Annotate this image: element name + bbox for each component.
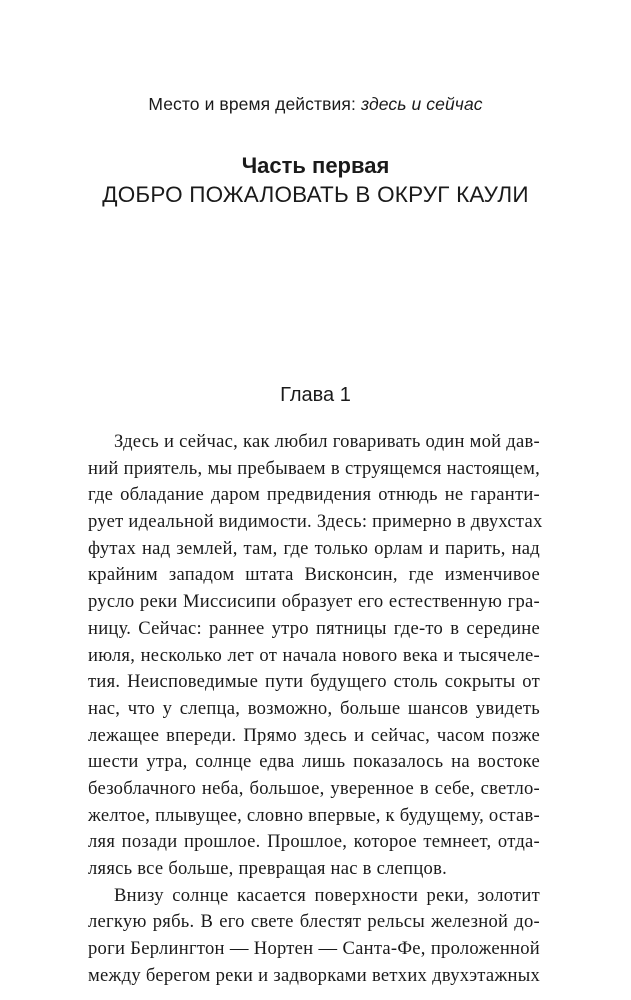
text-line: русло реки Миссисипи образует его естественную гра- [88,591,540,613]
epigraph-prefix: Место и время действия: [148,94,361,114]
text-line: легкую рябь. В его свете блестят рельсы железной до- [88,911,540,933]
part-subtitle: ДОБРО ПОЖАЛОВАТЬ В ОКРУГ КАУЛИ [102,182,529,207]
text-line: ницу. Сейчас: раннее утро пятницы где-то в середине [88,617,540,639]
epigraph-emphasis: здесь и сейчас [360,94,483,114]
text-line: между берегом реки и задворками ветхих двухэтажных [88,964,540,986]
text-line: ляясь все больше, превращая нас в слепцов. [88,858,447,879]
chapter-title: Глава 1 [280,384,351,406]
epigraph [0,94,631,115]
part-title: Часть первая [241,153,390,178]
text-line: где обладание даром предвидения отнюдь не гаранти- [88,484,540,506]
text-line: нас, что у слепца, возможно, больше шансов увидеть [88,697,540,719]
text-line: роги Берлингтон — Нортен — Санта-Фе, проложенной [88,938,540,960]
text-line: тия. Неисповедимые пути будущего столь сокрыты от [88,671,540,693]
chapter-body [88,429,543,989]
text-line: ляя позади прошлое. Прошлое, которое темнеет, отда- [88,831,540,853]
text-line: безоблачного неба, большое, уверенное в себе, светло- [88,777,540,799]
text-line: рует идеальной видимости. Здесь: примерно в двухстах [88,511,543,533]
text-line: желтое, плывущее, словно впервые, к будущему, остав- [88,804,540,826]
text-line: лежащее впереди. Прямо здесь и сейчас, часом позже [88,724,540,746]
text-line: июля, несколько лет от начала нового века и тысячеле- [88,644,540,666]
text-line: Здесь и сейчас, как любил говаривать один мой дав- [114,431,540,452]
text-line: шести утра, солнце едва лишь показалось на востоке [88,751,540,773]
text-line: крайним западом штата Висконсин, где изменчивое [88,564,540,586]
text-line: футах над землей, там, где только орлам и парить, над [88,537,540,559]
text-line: ний приятель, мы пребываем в струящемся настоящем, [88,457,540,479]
text-line: Внизу солнце касается поверхности реки, золотит [114,884,540,906]
